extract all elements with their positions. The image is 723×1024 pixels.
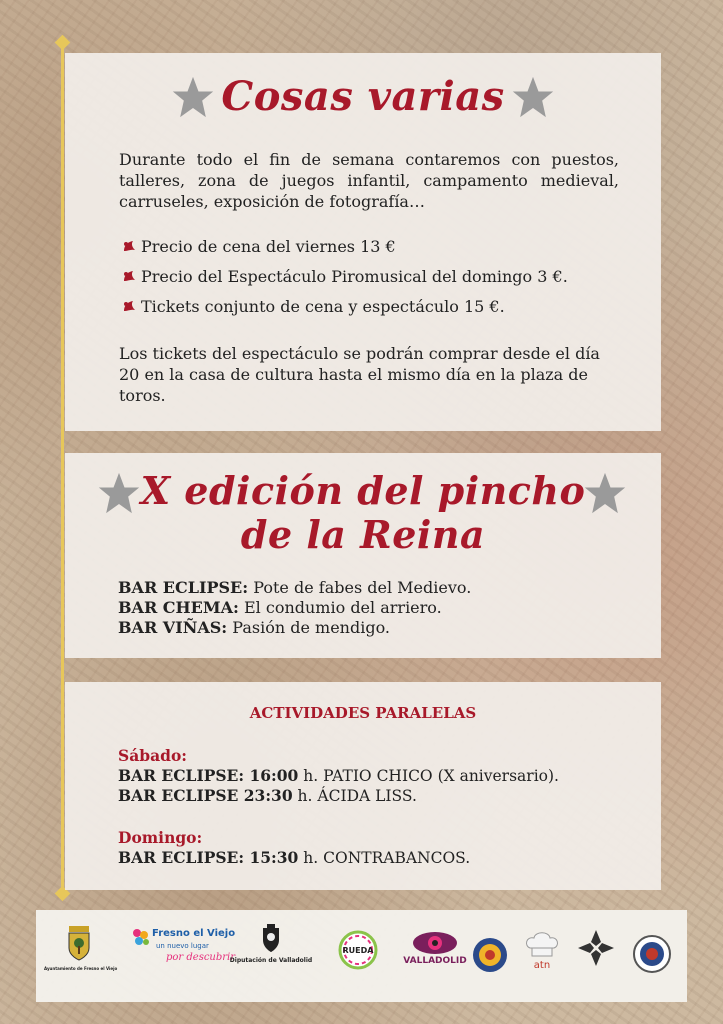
intro-paragraph: Durante todo el fin de semana contaremos con puestos, talleres, zona de juegos infantil, campamento medieval, carruseles, exposición de fotografía… — [119, 150, 619, 211]
dish-name: Pote de fabes del Medievo. — [248, 578, 472, 597]
saturday-block — [118, 746, 559, 806]
section-title: Cosas varias — [221, 73, 505, 120]
day-label: Sábado: — [118, 746, 188, 765]
list-item — [118, 618, 618, 638]
pincho-panel — [65, 453, 661, 658]
cosas-varias-panel — [65, 53, 661, 431]
gold-vertical-rule — [61, 42, 64, 894]
bar-name: BAR VIÑAS: — [118, 618, 228, 637]
list-item — [118, 766, 559, 786]
seal-logo — [470, 936, 510, 974]
logo-caption: VALLADOLID — [403, 956, 467, 966]
event-text: h. ÁCIDA LISS. — [292, 787, 417, 805]
fresno-tourism-icon — [130, 926, 152, 948]
section-title — [65, 469, 661, 557]
bar-name: BAR ECLIPSE: — [118, 578, 249, 597]
town-crest-icon — [66, 924, 92, 964]
rueda-logo — [336, 930, 380, 970]
tickets-paragraph: Los tickets del espectáculo se podrán comprar desde el día 20 en la casa de cultura hasta el mismo día en la plaza de toros. — [119, 344, 600, 405]
dish-name: Pasión de mendigo. — [227, 618, 391, 637]
title-line: X edición del pincho — [140, 468, 586, 513]
list-item — [118, 786, 559, 806]
logo-text: por descubrir — [166, 952, 236, 963]
fleuron-icon — [121, 268, 137, 284]
round-badge-icon — [632, 934, 672, 974]
cross-emblem-icon — [576, 928, 616, 968]
list-item — [119, 266, 619, 287]
fleuron-icon — [121, 238, 137, 254]
bar-time: BAR ECLIPSE: 16:00 — [118, 766, 299, 785]
cross-logo — [574, 928, 618, 968]
bar-time: BAR ECLIPSE 23:30 — [118, 786, 293, 805]
logo-caption: Diputación de Valladolid — [229, 957, 313, 964]
valladolid-logo — [400, 930, 470, 966]
list-item — [118, 848, 470, 868]
town-crest-logo — [44, 924, 118, 971]
diputacion-logo — [226, 924, 316, 964]
logo-text: RUEDA — [342, 946, 374, 955]
sunday-block — [118, 828, 470, 868]
round-seal-icon — [471, 936, 509, 974]
logo-caption: Ayuntamiento de Fresno el Viejo — [44, 966, 118, 971]
list-item — [119, 296, 619, 317]
pincho-list — [118, 578, 618, 638]
event-text: h. CONTRABANCOS. — [298, 849, 471, 867]
dish-name: El condumio del arriero. — [238, 598, 442, 617]
list-item-text: Precio de cena del viernes 13 € — [141, 237, 396, 256]
list-item-text: Tickets conjunto de cena y espectáculo 15 €. — [141, 297, 505, 316]
fleuron-icon — [121, 298, 137, 314]
event-text: h. PATIO CHICO (X aniversario). — [298, 767, 559, 785]
bar-name: BAR CHEMA: — [118, 598, 239, 617]
activities-panel — [65, 682, 661, 890]
chef-hat-icon — [522, 928, 562, 972]
atn-logo — [520, 928, 564, 972]
price-list — [119, 236, 619, 326]
list-item — [118, 598, 618, 618]
logo-text: un nuevo lugar — [156, 942, 209, 950]
logo-text: Fresno el Viejo — [152, 928, 236, 939]
diputacion-crest-icon — [259, 924, 283, 954]
list-item-text: Precio del Espectáculo Piromusical del domingo 3 €. — [141, 267, 568, 286]
list-item — [118, 578, 618, 598]
badge-logo — [630, 934, 674, 974]
day-label: Domingo: — [118, 828, 203, 847]
list-item — [119, 236, 619, 257]
rueda-icon — [338, 930, 378, 970]
bar-time: BAR ECLIPSE: 15:30 — [118, 848, 299, 867]
logo-text: atn — [533, 960, 551, 971]
sponsor-footer — [36, 910, 687, 1002]
title-line: de la Reina — [240, 512, 486, 557]
section-title: ACTIVIDADES PARALELAS — [249, 704, 477, 722]
valladolid-eye-icon — [410, 930, 460, 956]
